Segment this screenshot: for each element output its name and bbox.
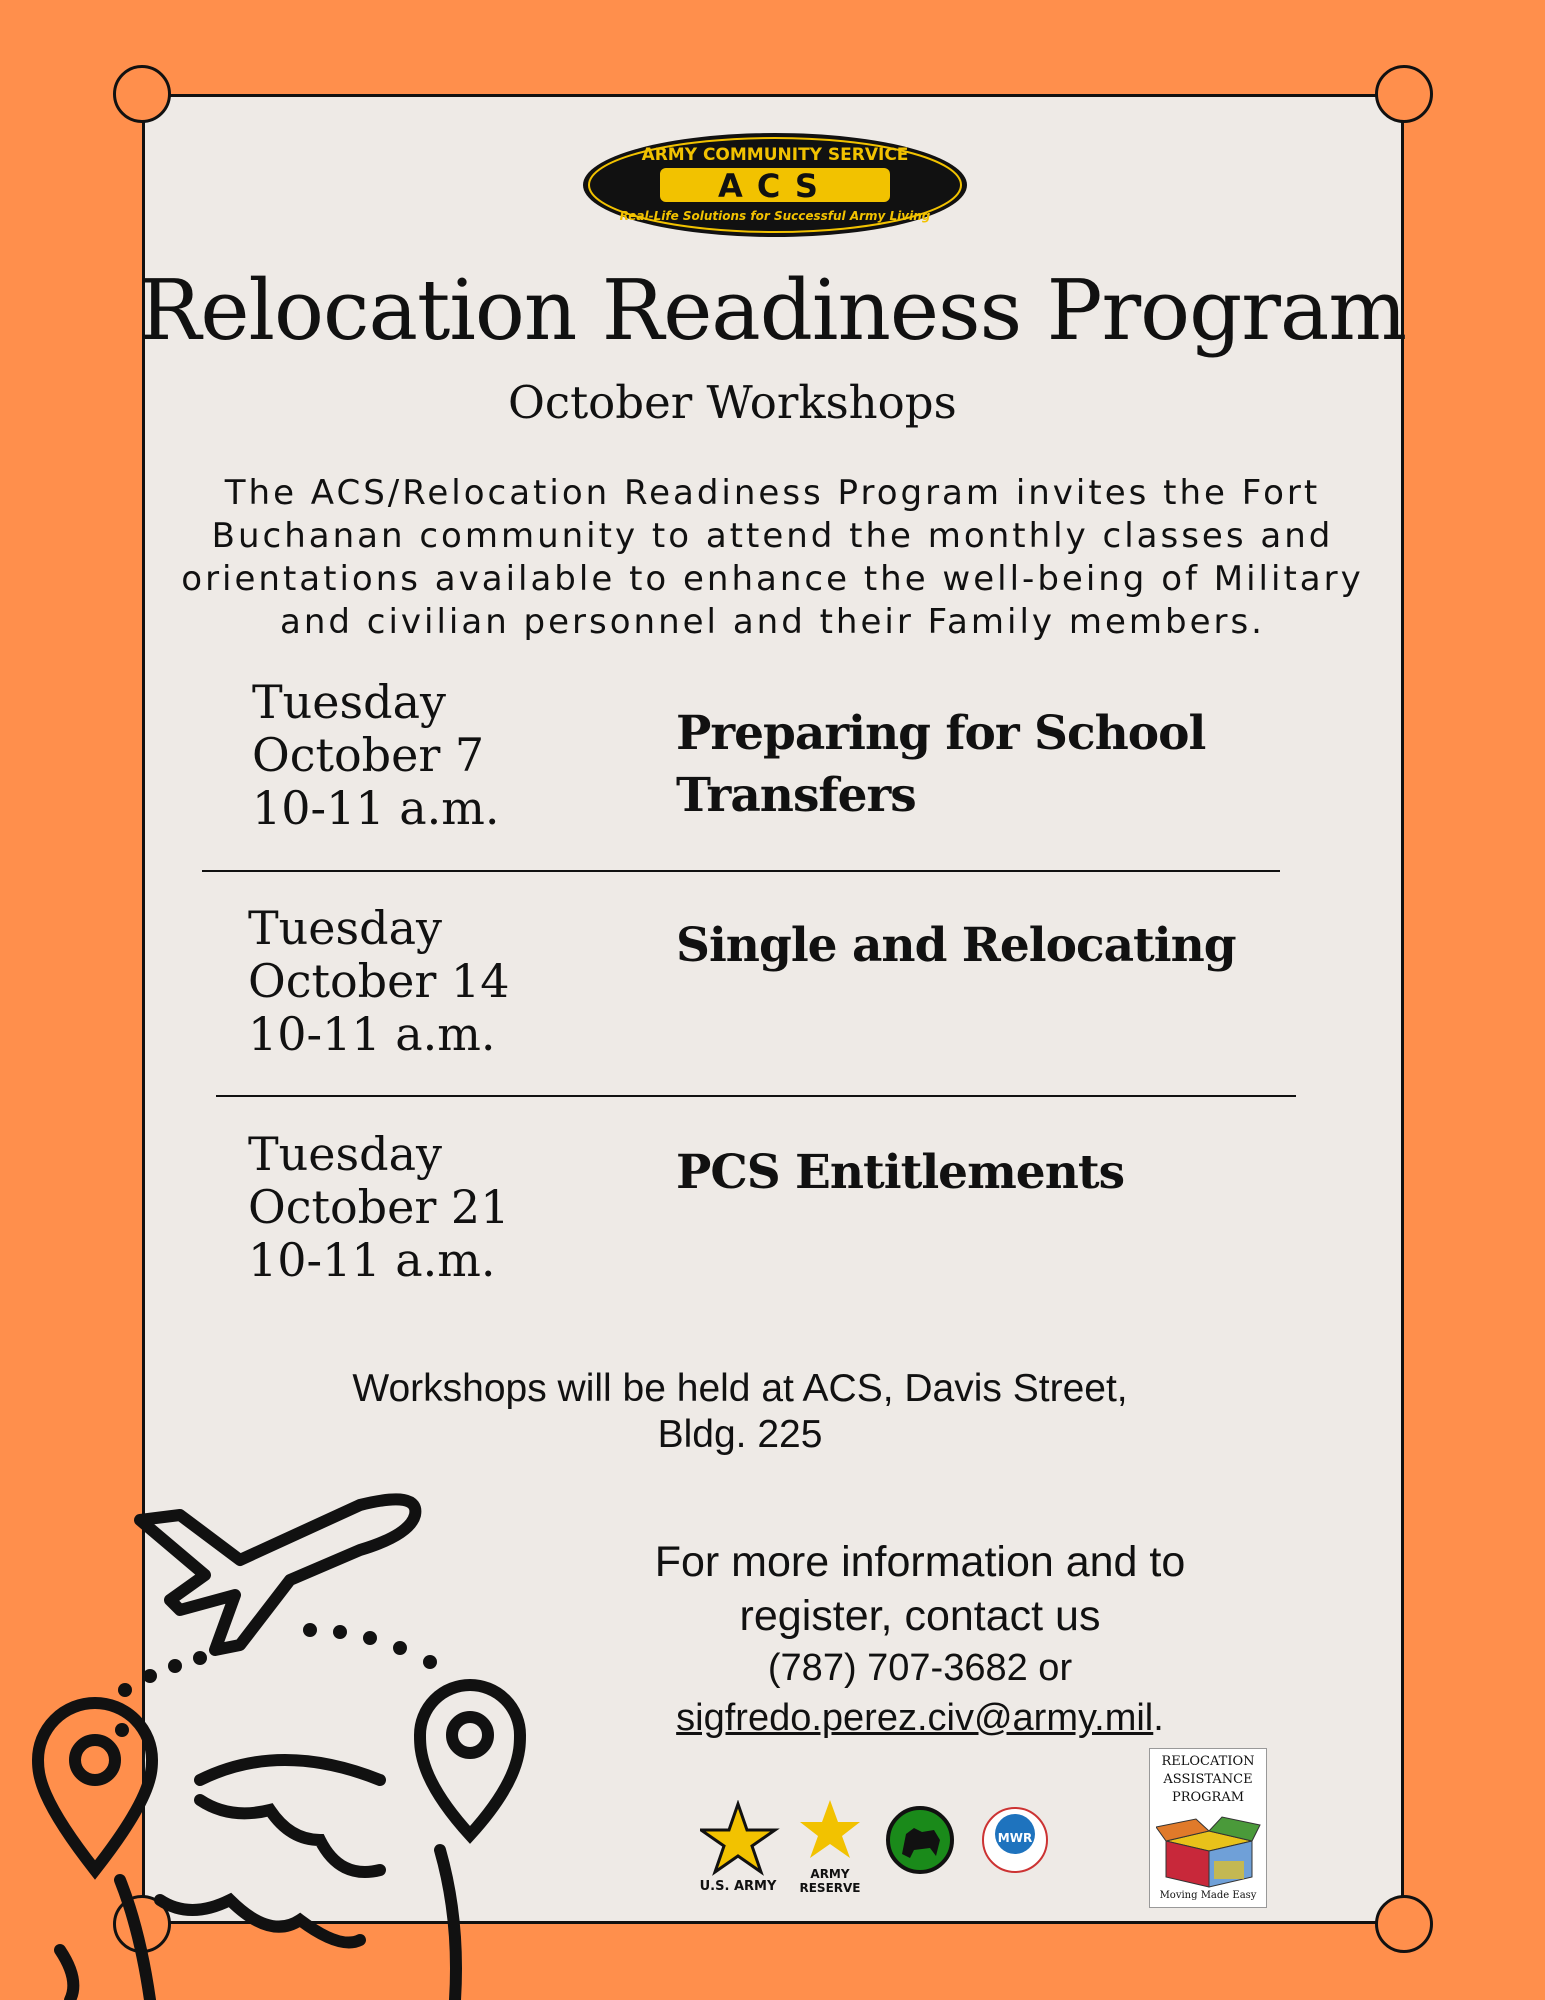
workshop-topic-2 xyxy=(676,915,1236,977)
contact-block xyxy=(580,1535,1260,1743)
workshop-time: 10-11 a.m. xyxy=(248,1233,496,1287)
contact-line: register, contact us xyxy=(739,1592,1101,1640)
army-reserve-label-1: ARMY xyxy=(810,1867,850,1881)
location-pin-icon xyxy=(38,1703,152,1870)
acs-logo-center-text: ACS xyxy=(718,167,832,205)
airplane-icon xyxy=(140,1499,415,1650)
workshop-topic-line: Preparing for School xyxy=(676,706,1206,761)
workshop-day: Tuesday xyxy=(252,675,446,729)
workshop-date: October 7 xyxy=(252,728,485,782)
workshop-time: 10-11 a.m. xyxy=(248,1007,496,1061)
footer-logos xyxy=(700,1800,1100,1900)
workshop-date: October 14 xyxy=(248,954,510,1008)
page-subtitle: October Workshops xyxy=(508,376,957,429)
mwr-label: MWR xyxy=(997,1831,1033,1845)
rap-line: RELOCATION xyxy=(1161,1754,1255,1769)
page-title: Relocation Readiness Program xyxy=(138,262,1407,359)
corner-notch xyxy=(113,65,171,123)
workshop-time: 10-11 a.m. xyxy=(252,781,500,835)
workshop-topic-line: Single and Relocating xyxy=(676,918,1236,973)
workshop-date: October 21 xyxy=(248,1180,510,1234)
rap-line: PROGRAM xyxy=(1171,1790,1245,1805)
workshop-topic-line: Transfers xyxy=(676,768,916,823)
workshop-location xyxy=(280,1366,1200,1458)
intro-paragraph: The ACS/Relocation Readiness Program invites the Fort Buchanan community to attend the monthly classes and orientations available to enhance the well-being of Military and civilian personnel and their Family members. xyxy=(181,473,1364,642)
contact-phone: (787) 707-3682 or xyxy=(767,1647,1073,1689)
army-reserve-logo xyxy=(799,1800,860,1895)
rap-tagline: Moving Made Easy xyxy=(1159,1890,1257,1901)
workshop-topic-3 xyxy=(676,1142,1124,1204)
acs-logo-bottom-text: Real-Life Solutions for Successful Army Living xyxy=(619,209,931,223)
workshop-date-2 xyxy=(248,902,509,1061)
corner-notch xyxy=(1375,65,1433,123)
relocation-assistance-logo xyxy=(1149,1748,1267,1908)
divider xyxy=(216,1095,1296,1097)
us-army-logo xyxy=(700,1804,777,1894)
army-reserve-label-2: RESERVE xyxy=(799,1881,861,1895)
contact-period: . xyxy=(1153,1697,1164,1739)
corner-notch xyxy=(1375,1895,1433,1953)
workshop-topic-1 xyxy=(676,703,1205,827)
workshop-date-1 xyxy=(252,676,500,835)
rap-line: ASSISTANCE xyxy=(1163,1772,1253,1787)
moving-box-icon xyxy=(1156,1811,1262,1889)
us-army-label: U.S. ARMY xyxy=(700,1879,777,1894)
location-pin-icon xyxy=(420,1685,520,1835)
workshop-day: Tuesday xyxy=(248,1127,442,1181)
acs-logo xyxy=(580,130,970,240)
travel-illustration xyxy=(0,1480,560,2000)
workshop-date-3 xyxy=(248,1128,509,1287)
location-line: Workshops will be held at ACS, Davis Street, xyxy=(352,1367,1128,1410)
workshop-day: Tuesday xyxy=(248,901,442,955)
location-line: Bldg. 225 xyxy=(657,1413,823,1456)
globe-outline xyxy=(60,1760,456,2000)
contact-email-link[interactable]: sigfredo.perez.civ@army.mil xyxy=(676,1697,1154,1739)
contact-line: For more information and to xyxy=(654,1538,1186,1586)
dotted-flight-path xyxy=(115,1623,437,1737)
divider xyxy=(202,870,1280,872)
workshop-topic-line: PCS Entitlements xyxy=(676,1145,1125,1200)
mwr-logo xyxy=(983,1808,1047,1872)
unit-patch-logo xyxy=(888,1808,952,1872)
acs-logo-top-text: ARMY COMMUNITY SERVICE xyxy=(641,145,909,165)
